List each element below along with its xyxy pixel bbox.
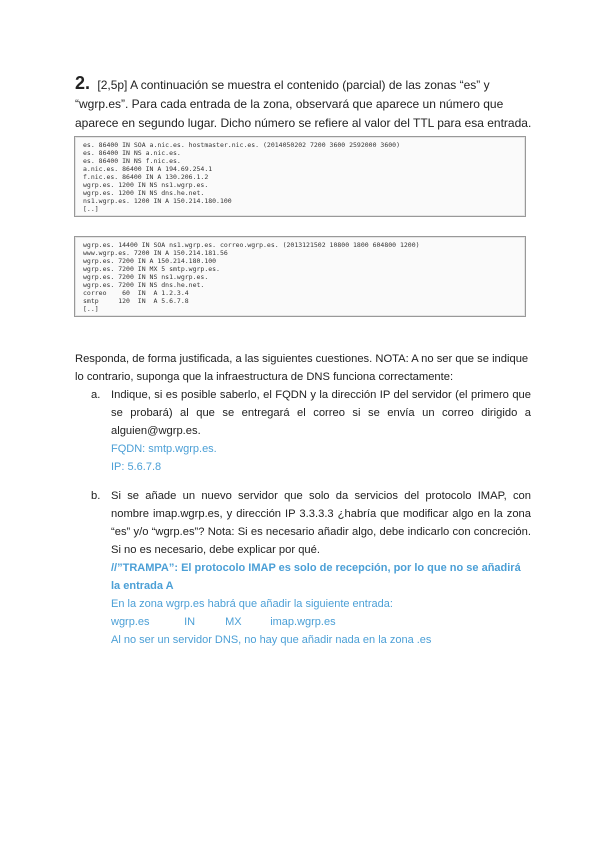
item-a-ip-answer: IP: 5.6.7.8 — [111, 461, 162, 473]
item-b-question: Si se añade un nuevo servidor que solo da servicios del protocolo IMAP, con nombre imap.wgrp.es, y dirección IP 3.3.3.3 ¿habría que modificar algo en la zona “es” y/o “wgrp.es”? Nota: Si es necesario añadir algo, debe indicarlo con concreción. Si no es necesario, debe explicar por qué. — [111, 490, 531, 556]
question-number: 2. — [75, 73, 91, 93]
zone-record-line: smtp 120 IN A 5.6.7.8 — [83, 297, 189, 305]
zone-record-line: es. 86400 IN SOA a.nic.es. hostmaster.nic.es. (2014050202 7200 3600 2592000 3600) — [83, 141, 400, 149]
question-points: [2,5p] — [97, 78, 128, 92]
instructions-text: Responda, de forma justificada, a las siguientes cuestiones. NOTA: A no ser que se indique lo contrario, suponga que la infraestructura de DNS funciona correctamente: — [75, 353, 529, 383]
item-a-question: Indique, si es posible saberlo, el FQDN y la dirección IP del servidor (el primero que se probará) al que se entregará el correo si se envía un correo dirigido a alguien@wgrp.es. — [111, 389, 531, 437]
zone-record-line: [..] — [83, 305, 99, 313]
zone-record-line: ns1.wgrp.es. 1200 IN A 150.214.180.100 — [83, 197, 232, 205]
item-a — [91, 386, 531, 476]
zone-record-line: www.wgrp.es. 7200 IN A 150.214.181.56 — [83, 249, 228, 257]
mx-entry-value: imap.wgrp.es — [270, 616, 336, 628]
zone-record-line: f.nic.es. 86400 IN A 130.206.1.2 — [83, 173, 209, 181]
item-b-zone-note: En la zona wgrp.es habrá que añadir la siguiente entrada: — [111, 598, 393, 610]
zone-record-line: es. 86400 IN NS a.nic.es. — [83, 149, 181, 157]
mx-entry-class: IN — [184, 616, 196, 628]
zone-record-line: [..] — [83, 205, 99, 213]
zone-es-records — [75, 137, 525, 216]
zone-record-line: wgrp.es. 7200 IN NS dns.he.net. — [83, 281, 205, 289]
zone-record-line: wgrp.es. 1200 IN NS ns1.wgrp.es. — [83, 181, 209, 189]
zone-record-line: wgrp.es. 7200 IN NS ns1.wgrp.es. — [83, 273, 209, 281]
mx-entry-type: MX — [225, 616, 242, 628]
item-b — [91, 487, 531, 649]
question-text: A continuación se muestra el contenido (parcial) de las zonas “es” y “wgrp.es”. Para cada entrada de la zona, observará que aparece un número que aparece en segundo lugar. Dicho número se refiere al valor del TTL para esa entrada. — [75, 78, 532, 130]
item-b-trap-note: //”TRAMPA”: El protocolo IMAP es solo de recepción, por lo que no se añadirá la entrada A — [111, 562, 521, 592]
item-a-fqdn-answer: FQDN: smtp.wgrp.es. — [111, 443, 217, 455]
item-b-mx-entry — [111, 613, 531, 631]
mx-entry-name: wgrp.es — [111, 616, 150, 628]
item-b-letter: b. — [91, 490, 101, 502]
question-header — [75, 74, 535, 133]
zone-record-line: a.nic.es. 86400 IN A 194.69.254.1 — [83, 165, 213, 173]
zone-record-line: es. 86400 IN NS f.nic.es. — [83, 157, 181, 165]
zone-record-line: wgrp.es. 7200 IN MX 5 smtp.wgrp.es. — [83, 265, 220, 273]
zone-record-line: wgrp.es. 1200 IN NS dns.he.net. — [83, 189, 205, 197]
zone-record-line: correo 60 IN A 1.2.3.4 — [83, 289, 189, 297]
zone-es-box — [74, 136, 526, 217]
zone-wgrp-box — [74, 236, 526, 317]
zone-record-line: wgrp.es. 7200 IN A 150.214.180.100 — [83, 257, 217, 265]
item-a-letter: a. — [91, 389, 101, 401]
item-b-es-note: Al no ser un servidor DNS, no hay que añadir nada en la zona .es — [111, 634, 432, 646]
zone-wgrp-records — [75, 237, 525, 316]
zone-record-line: wgrp.es. 14400 IN SOA ns1.wgrp.es. correo.wgrp.es. (2013121502 10800 1800 604800 1200) — [83, 241, 420, 249]
